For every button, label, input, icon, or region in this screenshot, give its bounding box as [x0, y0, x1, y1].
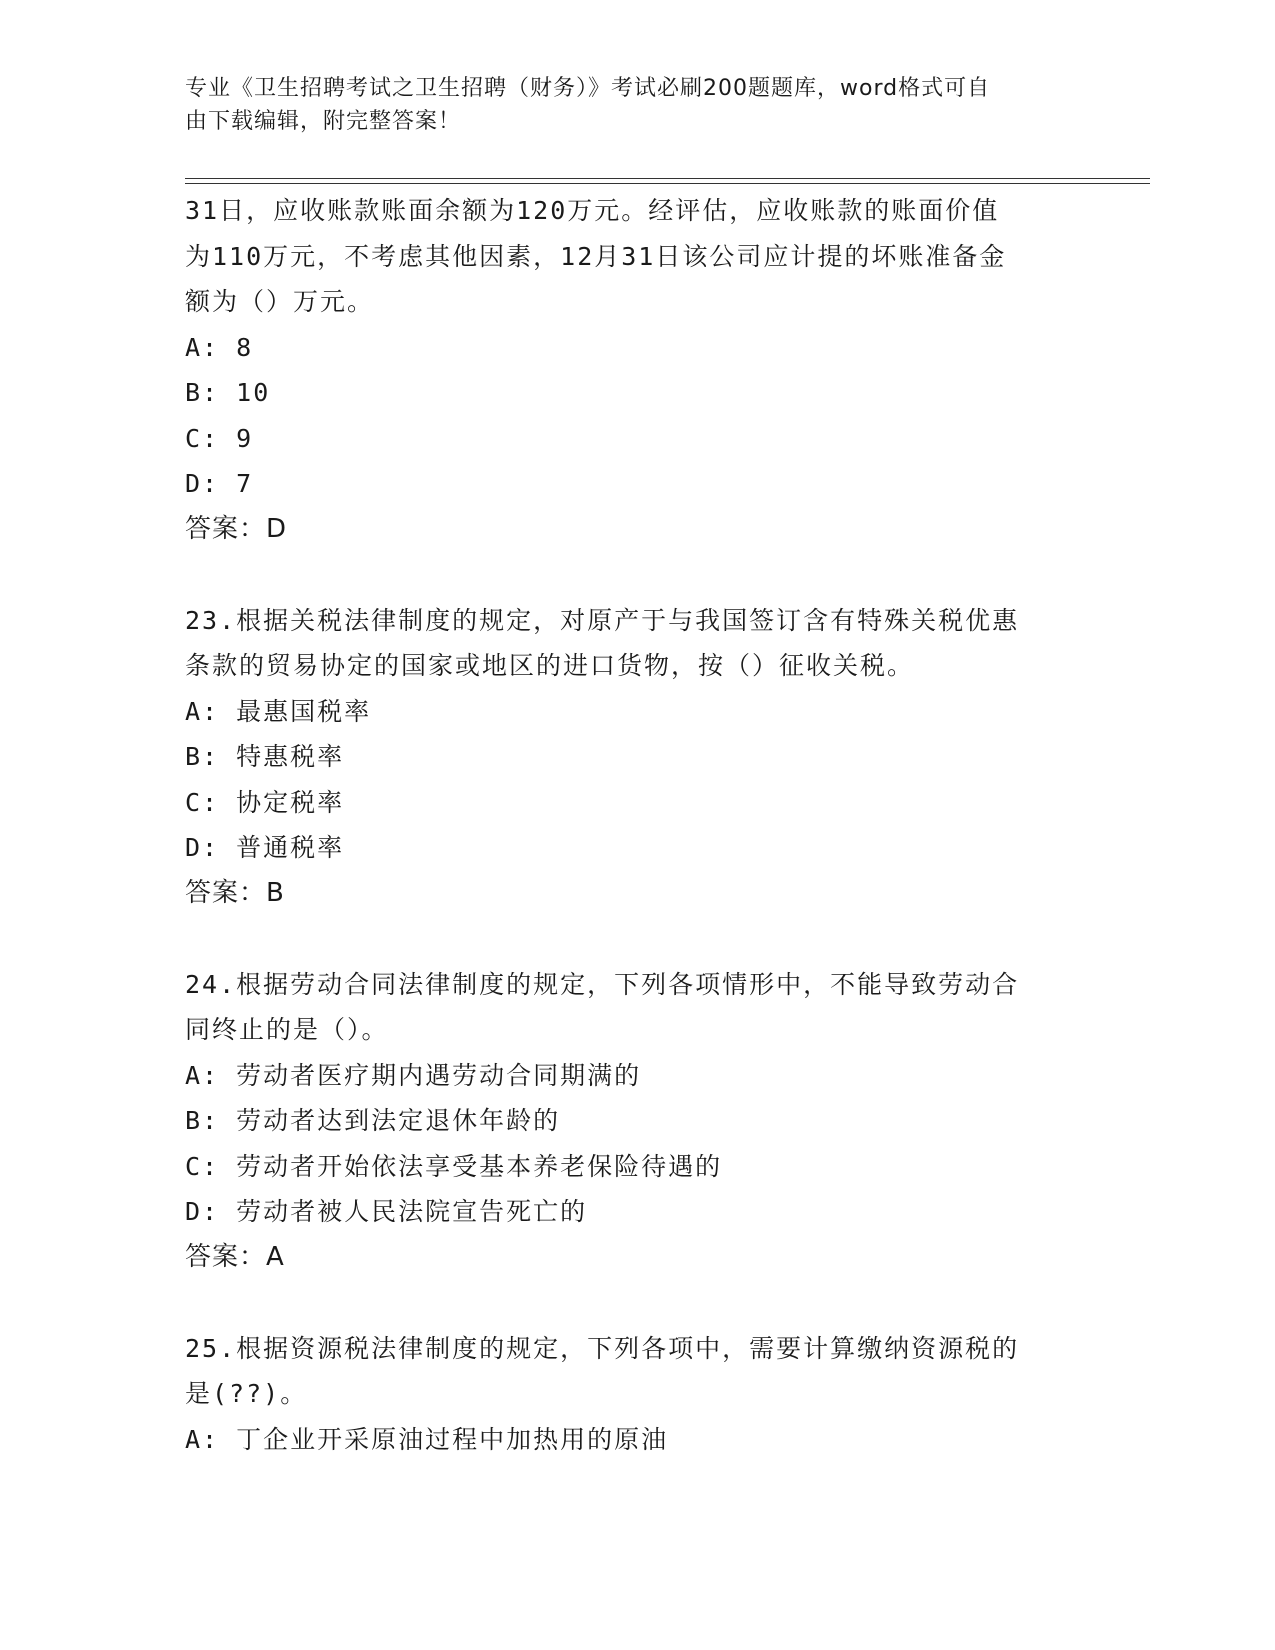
question-text-line: 条款的贸易协定的国家或地区的进口货物，按（）征收关税。	[185, 651, 915, 680]
header-line-1: 专业《卫生招聘考试之卫生招聘（财务）》考试必刷200题题库，word格式可自	[185, 76, 991, 101]
option-c: C: 劳动者开始依法享受基本养老保险待遇的	[185, 1151, 723, 1181]
question-text-line: 为110万元，不考虑其他因素，12月31日该公司应计提的坏账准备金	[185, 241, 1007, 271]
document-body	[185, 188, 1085, 1462]
question-text-line: 31日，应收账款账面余额为120万元。经评估，应收账款的账面价值	[185, 196, 1000, 225]
document-header	[185, 72, 1065, 138]
question-23	[185, 598, 1085, 917]
option-c: C: 9	[185, 423, 254, 453]
option-d: D: 劳动者被人民法院宣告死亡的	[185, 1197, 588, 1226]
answer: 答案：A	[185, 1241, 285, 1272]
question-text-line: 24.根据劳动合同法律制度的规定，下列各项情形中，不能导致劳动合	[185, 969, 1020, 999]
question-24	[185, 962, 1085, 1281]
question-25	[185, 1326, 1085, 1463]
option-b: B: 劳动者达到法定退休年龄的	[185, 1106, 561, 1135]
question-text-line: 同终止的是（）。	[185, 1015, 389, 1044]
option-a: A: 8	[185, 332, 254, 362]
header-line-2: 由下载编辑，附完整答案！	[185, 109, 462, 134]
answer: 答案：D	[185, 513, 288, 544]
question-22	[185, 188, 1085, 552]
answer: 答案：B	[185, 877, 285, 908]
option-b: B: 特惠税率	[185, 742, 345, 771]
option-a: A: 劳动者医疗期内遇劳动合同期满的	[185, 1060, 642, 1090]
question-text-line: 23.根据关税法律制度的规定，对原产于与我国签订含有特殊关税优惠	[185, 605, 1020, 635]
option-d: D: 7	[185, 469, 254, 498]
question-text-line: 是(??)。	[185, 1379, 308, 1408]
header-divider-top	[185, 178, 1150, 179]
question-text-line: 额为（）万元。	[185, 287, 375, 316]
option-b: B: 10	[185, 378, 271, 407]
header-divider-bottom	[185, 183, 1150, 184]
question-text-line: 25.根据资源税法律制度的规定，下列各项中，需要计算缴纳资源税的	[185, 1333, 1020, 1363]
option-d: D: 普通税率	[185, 833, 345, 862]
option-a: A: 丁企业开采原油过程中加热用的原油	[185, 1424, 669, 1454]
option-c: C: 协定税率	[185, 787, 345, 817]
option-a: A: 最惠国税率	[185, 696, 372, 726]
